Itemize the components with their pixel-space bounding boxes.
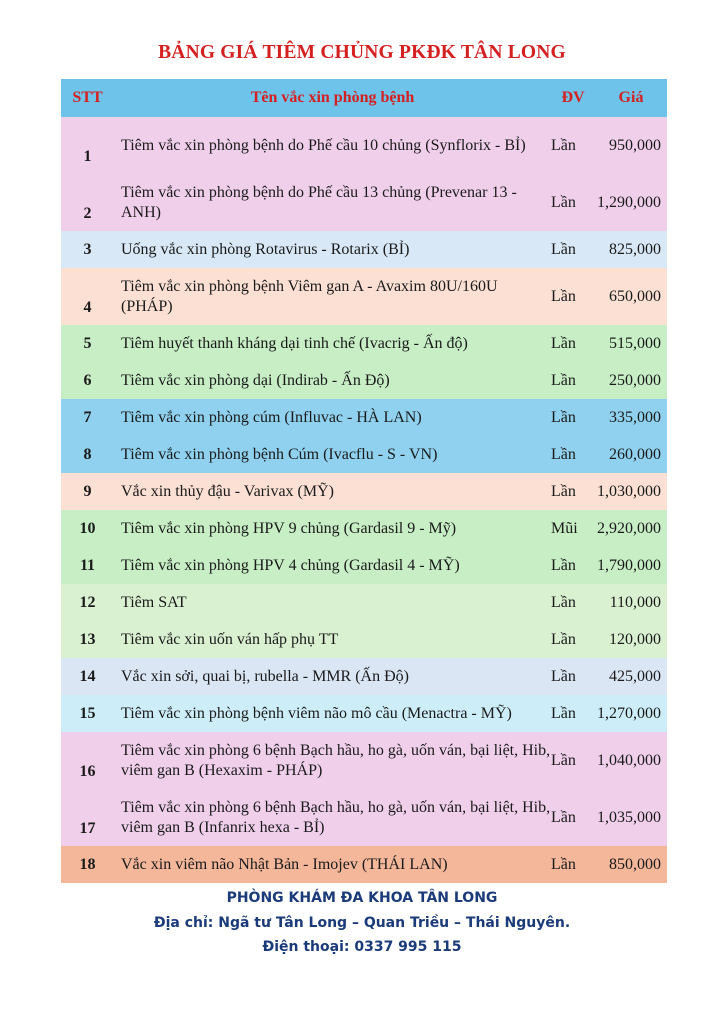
vaccine-name: Tiêm vắc xin phòng dại (Indirab - Ấn Độ) (121, 371, 390, 389)
vaccine-name: Tiêm vắc xin phòng HPV 9 chủng (Gardasil 9 - Mỹ) (121, 519, 457, 537)
row-number: 1 (83, 148, 92, 165)
unit: Lần (551, 593, 576, 611)
table-row (61, 117, 667, 174)
unit: Mũi (551, 519, 578, 537)
price: 110,000 (609, 593, 661, 611)
row-number: 18 (79, 855, 96, 873)
row-number: 7 (83, 408, 92, 426)
row-number: 11 (79, 556, 96, 574)
row-number: 5 (83, 334, 92, 352)
vaccine-name: Tiêm vắc xin phòng bệnh do Phế cầu 13 chủng (Prevenar 13 - ANH) (121, 183, 517, 221)
unit: Lần (551, 136, 576, 154)
price: 425,000 (609, 667, 661, 685)
footer-phone: Điện thoại: 0337 995 115 (262, 939, 462, 955)
price: 1,290,000 (597, 193, 661, 211)
price: 1,040,000 (597, 751, 661, 769)
row-number: 10 (79, 519, 96, 537)
vaccine-name: Tiêm vắc xin phòng bệnh Viêm gan A - Avaxim 80U/160U (PHÁP) (121, 277, 498, 315)
vaccine-name: Tiêm vắc xin uốn ván hấp phụ TT (121, 630, 339, 648)
footer-address: Địa chỉ: Ngã tư Tân Long – Quan Triều – Thái Nguyên. (153, 915, 571, 931)
table-row (61, 789, 667, 846)
price: 650,000 (609, 287, 661, 305)
vaccine-name: Tiêm vắc xin phòng 6 bệnh Bạch hầu, ho gà, uốn ván, bại liệt, Hib, viêm gan B (Infanrix hexa - BỈ) (121, 798, 551, 836)
table-row (61, 584, 667, 621)
unit: Lần (551, 287, 576, 305)
table-row (61, 325, 667, 362)
price-table (61, 79, 667, 883)
unit: Lần (551, 630, 576, 648)
vaccine-name: Tiêm vắc xin phòng HPV 4 chủng (Gardasil 4 - MỸ) (121, 556, 460, 574)
table-body (61, 117, 667, 883)
vaccine-name: Vắc xin viêm não Nhật Bản - Imojev (THÁI LAN) (121, 855, 448, 873)
header-gia: Giá (595, 79, 667, 117)
price: 825,000 (609, 240, 661, 258)
row-number: 2 (83, 205, 92, 222)
footer-clinic-name: PHÒNG KHÁM ĐA KHOA TÂN LONG (226, 890, 498, 906)
price: 120,000 (609, 630, 661, 648)
price: 1,030,000 (597, 482, 661, 500)
price: 950,000 (609, 136, 661, 154)
unit: Lần (551, 193, 576, 211)
page-title: BẢNG GIÁ TIÊM CHỦNG PKĐK TÂN LONG (158, 42, 566, 63)
table-row (61, 362, 667, 399)
table-row (61, 399, 667, 436)
unit: Lần (551, 482, 576, 500)
vaccine-name: Tiêm vắc xin phòng 6 bệnh Bạch hầu, ho gà, uốn ván, bại liệt, Hib, viêm gan B (Hexaxim - PHÁP) (121, 741, 551, 779)
row-number: 17 (79, 820, 96, 837)
unit: Lần (551, 445, 576, 463)
unit: Lần (551, 556, 576, 574)
vaccine-name: Uống vắc xin phòng Rotavirus - Rotarix (BỈ) (121, 240, 410, 258)
vaccine-name: Tiêm vắc xin phòng bệnh viêm não mô cầu (Menactra - MỸ) (121, 704, 512, 722)
table-row (61, 732, 667, 789)
vaccine-name: Tiêm vắc xin phòng bệnh do Phế cầu 10 chủng (Synflorix - BỈ) (121, 136, 526, 154)
row-number: 8 (83, 445, 92, 463)
row-number: 16 (79, 763, 96, 780)
vaccine-name: Tiêm huyết thanh kháng dại tinh chế (Ivacrig - Ấn độ) (121, 334, 468, 352)
table-row (61, 621, 667, 658)
unit: Lần (551, 855, 576, 873)
header-stt: STT (61, 79, 114, 117)
price-table-container (61, 79, 667, 883)
table-row (61, 174, 667, 231)
vaccine-name: Tiêm vắc xin phòng bệnh Cúm (Ivacflu - S - VN) (121, 445, 438, 463)
row-number: 15 (79, 704, 96, 722)
price: 1,035,000 (597, 808, 661, 826)
price: 260,000 (609, 445, 661, 463)
row-number: 14 (79, 667, 96, 685)
vaccine-name: Tiêm vắc xin phòng cúm (Influvac - HÀ LAN) (121, 408, 422, 426)
price: 1,270,000 (597, 704, 661, 722)
table-row (61, 658, 667, 695)
table-row (61, 473, 667, 510)
price: 1,790,000 (597, 556, 661, 574)
row-number: 13 (79, 630, 96, 648)
table-row (61, 268, 667, 325)
table-row (61, 510, 667, 547)
price: 2,920,000 (597, 519, 661, 537)
table-row (61, 436, 667, 473)
row-number: 6 (83, 371, 92, 389)
price: 515,000 (609, 334, 661, 352)
unit: Lần (551, 751, 576, 769)
row-number: 3 (83, 240, 92, 258)
header-name: Tên vắc xin phòng bệnh (114, 79, 551, 117)
unit: Lần (551, 408, 576, 426)
price: 250,000 (609, 371, 661, 389)
header-dv: ĐV (551, 79, 595, 117)
row-number: 4 (83, 299, 92, 316)
price: 335,000 (609, 408, 661, 426)
table-row (61, 547, 667, 584)
unit: Lần (551, 240, 576, 258)
table-row (61, 695, 667, 732)
unit: Lần (551, 371, 576, 389)
unit: Lần (551, 808, 576, 826)
vaccine-name: Vắc xin thủy đậu - Varivax (MỸ) (121, 482, 334, 500)
vaccine-name: Tiêm SAT (121, 593, 187, 611)
table-row (61, 846, 667, 883)
table-header-row (61, 79, 667, 117)
price: 850,000 (609, 855, 661, 873)
unit: Lần (551, 334, 576, 352)
table-row (61, 231, 667, 268)
unit: Lần (551, 704, 576, 722)
unit: Lần (551, 667, 576, 685)
row-number: 12 (79, 593, 96, 611)
vaccine-name: Vắc xin sởi, quai bị, rubella - MMR (Ấn Độ) (121, 667, 409, 685)
row-number: 9 (83, 482, 92, 500)
